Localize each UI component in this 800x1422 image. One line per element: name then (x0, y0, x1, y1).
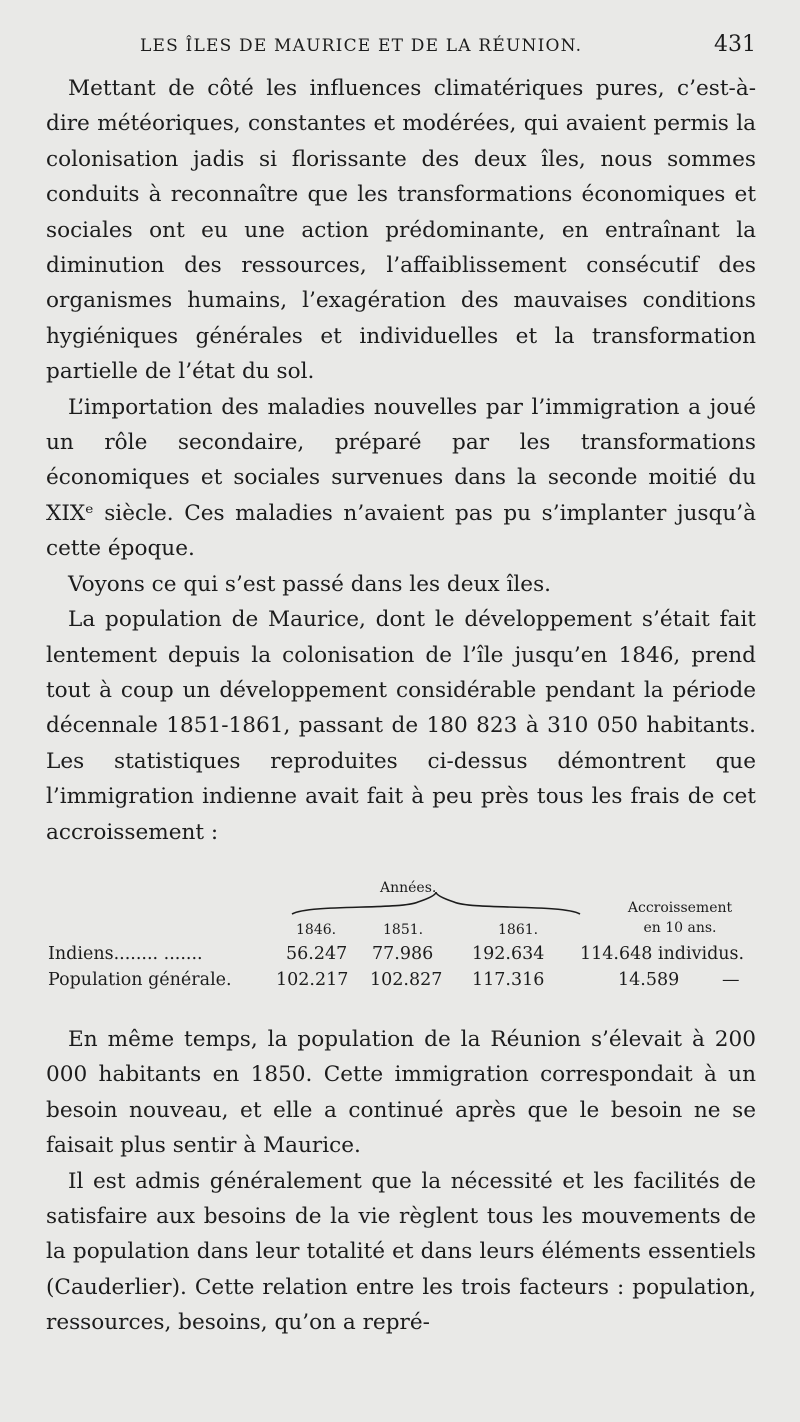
paragraph: Mettant de côté les influences climatériques pures, c’est-à-dire météoriques, constantes et modérées, qui avaient permis la colonisation jadis si florissante des deux îles, nous sommes conduits à reconnaître que les transformations économiques et sociales ont eu une action prédominante, en entraînant la diminution des ressources, l’affaiblissement consécutif des organismes humains, l’exagération des mauvaises conditions hygiéniques générales et individuelles et la transformation partielle de l’état du sol. (46, 76, 756, 385)
paragraph: La population de Maurice, dont le développement s’était fait lentement depuis la colonisation de l’île jusqu’en 1846, prend tout à coup un développement considérable pendant la période décennale 1851-1861, passant de 180 823 à 310 050 habitants. Les statistiques reproduites ci-dessus démontrent que l’immigration indienne avait fait à peu près tous les frais de cet accroissement : (46, 607, 756, 845)
row-label: Population générale. (48, 970, 232, 990)
population-table (46, 878, 758, 998)
growth-header (600, 898, 760, 938)
cell-1861: 192.634 (472, 944, 545, 964)
cell-dash: — (722, 970, 740, 990)
page-number: 431 (714, 32, 756, 57)
table-row-population (46, 970, 758, 994)
running-header (48, 30, 756, 64)
year-header-1846: 1846. (296, 922, 337, 938)
body-text-bottom (46, 1022, 756, 1341)
paragraph: Voyons ce qui s’est passé dans les deux îles. (68, 571, 552, 597)
growth-header-line2: en 10 ans. (643, 920, 717, 936)
body-text-top (46, 71, 756, 850)
cell-1851: 77.986 (372, 944, 434, 964)
years-group-header: Années. (380, 880, 437, 896)
row-label: Indiens........ ....... (48, 944, 203, 964)
paragraph: En même temps, la population de la Réunion s’élevait à 200 000 habitants en 1850. Cette immigration correspondait à un besoin nouveau, et elle a continué après que le besoin ne se faisait plus sentir à Maurice. (46, 1027, 756, 1159)
year-header-1861: 1861. (498, 922, 539, 938)
cell-1861: 117.316 (472, 970, 545, 990)
cell-growth: 114.648 individus. (580, 944, 745, 964)
paragraph: L’importation des maladies nouvelles par l’immigration a joué un rôle secondaire, préparé par les transformations économiques et sociales survenues dans la seconde moitié du XIXᵉ siècle. Ces maladies n’avaient pas pu s’implanter jusqu’à cette époque. (46, 394, 756, 562)
paragraph: Il est admis généralement que la nécessité et les facilités de satisfaire aux besoins de la vie règlent tous les mouvements de la population dans leur totalité et dans leurs éléments essentiels (Cauderlier). Cette relation entre les trois facteurs : population, ressources, besoins, qu’on a repré- (46, 1168, 756, 1336)
cell-1846: 102.217 (276, 970, 349, 990)
table-row-indiens (46, 944, 758, 968)
growth-header-line1: Accroissement (627, 900, 733, 916)
cell-growth: 14.589 (618, 970, 680, 990)
cell-1851: 102.827 (370, 970, 443, 990)
cell-1846: 56.247 (286, 944, 348, 964)
year-header-1851: 1851. (383, 922, 424, 938)
curly-brace-icon (290, 890, 582, 918)
running-title: LES ÎLES DE MAURICE ET DE LA RÉUNION. (140, 36, 583, 56)
